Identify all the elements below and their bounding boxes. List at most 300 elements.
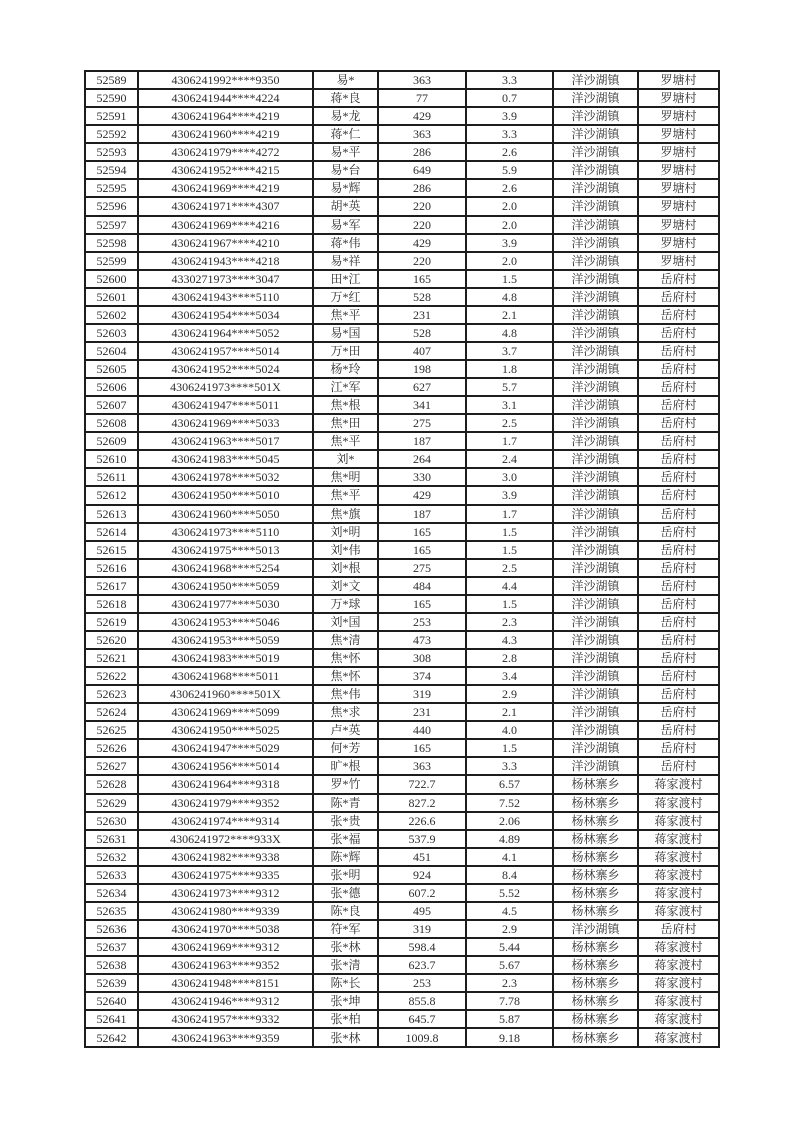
- cell-serial: 52596: [85, 197, 138, 215]
- cell-name: 蒋*良: [313, 89, 378, 107]
- cell-village: 岳府村: [638, 595, 719, 613]
- table-row: [85, 974, 719, 992]
- cell-town: 洋沙湖镇: [553, 559, 638, 577]
- cell-village: 罗塘村: [638, 161, 719, 179]
- table-row: [85, 450, 719, 468]
- cell-id-number: 4306241950****5059: [138, 577, 313, 595]
- cell-name: 张*福: [313, 830, 378, 848]
- cell-serial: 52621: [85, 649, 138, 667]
- cell-name: 卢*英: [313, 721, 378, 739]
- cell-name: 蒋*仁: [313, 125, 378, 143]
- cell-value2: 2.1: [466, 306, 553, 324]
- cell-name: 刘*国: [313, 613, 378, 631]
- cell-town: 洋沙湖镇: [553, 143, 638, 161]
- cell-id-number: 4306241977****5030: [138, 595, 313, 613]
- table-row: [85, 559, 719, 577]
- table-body: [85, 71, 719, 1047]
- cell-id-number: 4306241960****5050: [138, 505, 313, 523]
- cell-value1: 598.4: [378, 938, 466, 956]
- cell-value1: 855.8: [378, 992, 466, 1010]
- cell-village: 岳府村: [638, 288, 719, 306]
- cell-town: 洋沙湖镇: [553, 450, 638, 468]
- cell-village: 罗塘村: [638, 71, 719, 89]
- cell-serial: 52618: [85, 595, 138, 613]
- cell-village: 岳府村: [638, 450, 719, 468]
- cell-value2: 6.57: [466, 775, 553, 793]
- cell-id-number: 4306241969****4219: [138, 179, 313, 197]
- cell-town: 杨林寨乡: [553, 866, 638, 884]
- cell-value1: 319: [378, 920, 466, 938]
- cell-name: 蒋*伟: [313, 234, 378, 252]
- cell-id-number: 4306241947****5011: [138, 396, 313, 414]
- cell-value2: 3.1: [466, 396, 553, 414]
- cell-town: 洋沙湖镇: [553, 486, 638, 504]
- table-row: [85, 486, 719, 504]
- cell-town: 洋沙湖镇: [553, 360, 638, 378]
- cell-id-number: 4306241973****5110: [138, 523, 313, 541]
- cell-name: 张*贵: [313, 812, 378, 830]
- cell-town: 洋沙湖镇: [553, 523, 638, 541]
- table-row: [85, 125, 719, 143]
- cell-village: 岳府村: [638, 360, 719, 378]
- cell-name: 万*红: [313, 288, 378, 306]
- cell-name: 张*清: [313, 956, 378, 974]
- cell-id-number: 4306241973****9312: [138, 884, 313, 902]
- cell-village: 罗塘村: [638, 125, 719, 143]
- cell-value2: 4.89: [466, 830, 553, 848]
- cell-value2: 2.3: [466, 613, 553, 631]
- cell-value2: 2.6: [466, 143, 553, 161]
- table-row: [85, 920, 719, 938]
- cell-value2: 4.4: [466, 577, 553, 595]
- cell-value2: 3.9: [466, 234, 553, 252]
- cell-village: 蒋家渡村: [638, 866, 719, 884]
- cell-serial: 52613: [85, 505, 138, 523]
- cell-id-number: 4330271973****3047: [138, 270, 313, 288]
- cell-town: 洋沙湖镇: [553, 739, 638, 757]
- cell-value1: 429: [378, 107, 466, 125]
- table-row: [85, 830, 719, 848]
- cell-serial: 52597: [85, 216, 138, 234]
- cell-value1: 341: [378, 396, 466, 414]
- table-row: [85, 721, 719, 739]
- cell-id-number: 4306241963****9352: [138, 956, 313, 974]
- cell-village: 岳府村: [638, 432, 719, 450]
- cell-value2: 3.9: [466, 486, 553, 504]
- cell-value1: 473: [378, 631, 466, 649]
- cell-serial: 52622: [85, 667, 138, 685]
- cell-serial: 52608: [85, 414, 138, 432]
- cell-village: 罗塘村: [638, 179, 719, 197]
- cell-id-number: 4306241968****5254: [138, 559, 313, 577]
- cell-town: 洋沙湖镇: [553, 288, 638, 306]
- cell-value2: 4.8: [466, 324, 553, 342]
- cell-town: 洋沙湖镇: [553, 306, 638, 324]
- table-row: [85, 703, 719, 721]
- cell-village: 罗塘村: [638, 89, 719, 107]
- cell-serial: 52599: [85, 252, 138, 270]
- cell-value1: 165: [378, 595, 466, 613]
- table-row: [85, 902, 719, 920]
- cell-id-number: 4306241950****5010: [138, 486, 313, 504]
- cell-value2: 3.3: [466, 757, 553, 775]
- cell-id-number: 4306241952****5024: [138, 360, 313, 378]
- cell-value2: 8.4: [466, 866, 553, 884]
- cell-town: 杨林寨乡: [553, 812, 638, 830]
- cell-id-number: 4306241964****4219: [138, 107, 313, 125]
- cell-value1: 722.7: [378, 775, 466, 793]
- cell-name: 陈*良: [313, 902, 378, 920]
- cell-town: 洋沙湖镇: [553, 161, 638, 179]
- cell-id-number: 4306241943****5110: [138, 288, 313, 306]
- cell-town: 洋沙湖镇: [553, 342, 638, 360]
- cell-name: 易*军: [313, 216, 378, 234]
- cell-value1: 286: [378, 179, 466, 197]
- cell-name: 万*田: [313, 342, 378, 360]
- table-row: [85, 197, 719, 215]
- cell-id-number: 4306241979****9352: [138, 794, 313, 812]
- cell-town: 洋沙湖镇: [553, 197, 638, 215]
- cell-value2: 2.9: [466, 920, 553, 938]
- cell-name: 陈*辉: [313, 848, 378, 866]
- cell-id-number: 4306241983****5019: [138, 649, 313, 667]
- cell-serial: 52604: [85, 342, 138, 360]
- cell-id-number: 4306241957****5014: [138, 342, 313, 360]
- cell-town: 洋沙湖镇: [553, 541, 638, 559]
- cell-id-number: 4306241968****5011: [138, 667, 313, 685]
- cell-serial: 52629: [85, 794, 138, 812]
- cell-serial: 52636: [85, 920, 138, 938]
- cell-town: 洋沙湖镇: [553, 89, 638, 107]
- cell-name: 易*平: [313, 143, 378, 161]
- cell-village: 岳府村: [638, 613, 719, 631]
- cell-value1: 165: [378, 523, 466, 541]
- cell-value2: 2.06: [466, 812, 553, 830]
- cell-id-number: 4306241957****9332: [138, 1010, 313, 1028]
- cell-village: 蒋家渡村: [638, 884, 719, 902]
- table-row: [85, 631, 719, 649]
- cell-value2: 2.4: [466, 450, 553, 468]
- cell-name: 田*江: [313, 270, 378, 288]
- table-row: [85, 378, 719, 396]
- cell-name: 万*球: [313, 595, 378, 613]
- cell-id-number: 4306241953****5046: [138, 613, 313, 631]
- cell-serial: 52633: [85, 866, 138, 884]
- cell-name: 易*辉: [313, 179, 378, 197]
- cell-village: 蒋家渡村: [638, 775, 719, 793]
- cell-serial: 52594: [85, 161, 138, 179]
- cell-id-number: 4306241978****5032: [138, 468, 313, 486]
- cell-id-number: 4306241979****4272: [138, 143, 313, 161]
- cell-id-number: 4306241948****8151: [138, 974, 313, 992]
- cell-value2: 1.5: [466, 595, 553, 613]
- cell-value2: 4.0: [466, 721, 553, 739]
- cell-town: 洋沙湖镇: [553, 649, 638, 667]
- table-row: [85, 938, 719, 956]
- cell-value1: 627: [378, 378, 466, 396]
- cell-value1: 484: [378, 577, 466, 595]
- cell-value1: 607.2: [378, 884, 466, 902]
- cell-value2: 3.3: [466, 71, 553, 89]
- cell-serial: 52592: [85, 125, 138, 143]
- cell-serial: 52600: [85, 270, 138, 288]
- cell-value2: 2.1: [466, 703, 553, 721]
- cell-serial: 52598: [85, 234, 138, 252]
- cell-serial: 52606: [85, 378, 138, 396]
- cell-town: 洋沙湖镇: [553, 468, 638, 486]
- cell-village: 罗塘村: [638, 216, 719, 234]
- table-row: [85, 992, 719, 1010]
- cell-town: 洋沙湖镇: [553, 216, 638, 234]
- table-row: [85, 342, 719, 360]
- cell-village: 岳府村: [638, 685, 719, 703]
- cell-id-number: 4306241963****9359: [138, 1028, 313, 1047]
- cell-name: 焦*旗: [313, 505, 378, 523]
- cell-serial: 52616: [85, 559, 138, 577]
- cell-village: 罗塘村: [638, 234, 719, 252]
- cell-value1: 429: [378, 486, 466, 504]
- cell-value1: 623.7: [378, 956, 466, 974]
- cell-value2: 2.0: [466, 197, 553, 215]
- cell-value1: 308: [378, 649, 466, 667]
- cell-village: 岳府村: [638, 721, 719, 739]
- cell-name: 胡*英: [313, 197, 378, 215]
- cell-serial: 52593: [85, 143, 138, 161]
- cell-name: 易*台: [313, 161, 378, 179]
- table-row: [85, 848, 719, 866]
- cell-value2: 1.8: [466, 360, 553, 378]
- cell-value2: 1.5: [466, 739, 553, 757]
- cell-town: 洋沙湖镇: [553, 613, 638, 631]
- cell-value2: 0.7: [466, 89, 553, 107]
- cell-village: 岳府村: [638, 270, 719, 288]
- cell-value2: 2.5: [466, 414, 553, 432]
- cell-value1: 187: [378, 432, 466, 450]
- cell-value2: 7.78: [466, 992, 553, 1010]
- cell-town: 杨林寨乡: [553, 902, 638, 920]
- cell-town: 洋沙湖镇: [553, 920, 638, 938]
- cell-id-number: 4306241975****5013: [138, 541, 313, 559]
- cell-value2: 3.0: [466, 468, 553, 486]
- cell-serial: 52617: [85, 577, 138, 595]
- table-row: [85, 161, 719, 179]
- cell-id-number: 4306241952****4215: [138, 161, 313, 179]
- cell-name: 刘*根: [313, 559, 378, 577]
- cell-village: 罗塘村: [638, 107, 719, 125]
- table-row: [85, 794, 719, 812]
- cell-id-number: 4306241950****5025: [138, 721, 313, 739]
- cell-town: 洋沙湖镇: [553, 324, 638, 342]
- cell-town: 杨林寨乡: [553, 830, 638, 848]
- cell-value1: 226.6: [378, 812, 466, 830]
- cell-name: 刘*伟: [313, 541, 378, 559]
- cell-village: 岳府村: [638, 541, 719, 559]
- cell-value1: 363: [378, 71, 466, 89]
- table-row: [85, 179, 719, 197]
- cell-value1: 924: [378, 866, 466, 884]
- cell-value1: 363: [378, 757, 466, 775]
- cell-value2: 1.7: [466, 432, 553, 450]
- cell-value2: 1.5: [466, 541, 553, 559]
- cell-serial: 52612: [85, 486, 138, 504]
- cell-town: 杨林寨乡: [553, 938, 638, 956]
- cell-name: 旷*根: [313, 757, 378, 775]
- cell-value2: 1.5: [466, 523, 553, 541]
- cell-name: 何*芳: [313, 739, 378, 757]
- table-row: [85, 324, 719, 342]
- cell-value1: 231: [378, 703, 466, 721]
- cell-village: 岳府村: [638, 739, 719, 757]
- cell-value1: 495: [378, 902, 466, 920]
- cell-village: 岳府村: [638, 631, 719, 649]
- cell-name: 张*林: [313, 938, 378, 956]
- cell-name: 焦*伟: [313, 685, 378, 703]
- cell-id-number: 4306241971****4307: [138, 197, 313, 215]
- cell-id-number: 4306241963****5017: [138, 432, 313, 450]
- cell-serial: 52625: [85, 721, 138, 739]
- cell-id-number: 4306241943****4218: [138, 252, 313, 270]
- cell-serial: 52635: [85, 902, 138, 920]
- cell-value1: 275: [378, 414, 466, 432]
- cell-name: 易*国: [313, 324, 378, 342]
- cell-name: 张*柏: [313, 1010, 378, 1028]
- cell-id-number: 4306241947****5029: [138, 739, 313, 757]
- cell-village: 蒋家渡村: [638, 1028, 719, 1047]
- cell-name: 易*龙: [313, 107, 378, 125]
- cell-value2: 2.0: [466, 216, 553, 234]
- cell-village: 蒋家渡村: [638, 848, 719, 866]
- cell-town: 杨林寨乡: [553, 848, 638, 866]
- cell-village: 蒋家渡村: [638, 794, 719, 812]
- cell-serial: 52632: [85, 848, 138, 866]
- cell-name: 焦*求: [313, 703, 378, 721]
- cell-serial: 52638: [85, 956, 138, 974]
- cell-serial: 52605: [85, 360, 138, 378]
- cell-town: 洋沙湖镇: [553, 378, 638, 396]
- cell-name: 焦*明: [313, 468, 378, 486]
- cell-serial: 52609: [85, 432, 138, 450]
- cell-name: 张*林: [313, 1028, 378, 1047]
- table-row: [85, 234, 719, 252]
- cell-id-number: 4306241983****5045: [138, 450, 313, 468]
- cell-village: 岳府村: [638, 703, 719, 721]
- cell-name: 焦*清: [313, 631, 378, 649]
- cell-value1: 264: [378, 450, 466, 468]
- cell-town: 洋沙湖镇: [553, 757, 638, 775]
- cell-serial: 52642: [85, 1028, 138, 1047]
- cell-value1: 220: [378, 252, 466, 270]
- cell-id-number: 4306241960****501X: [138, 685, 313, 703]
- cell-name: 焦*平: [313, 486, 378, 504]
- cell-value2: 4.5: [466, 902, 553, 920]
- cell-value1: 165: [378, 541, 466, 559]
- cell-serial: 52591: [85, 107, 138, 125]
- cell-town: 杨林寨乡: [553, 884, 638, 902]
- table-row: [85, 956, 719, 974]
- cell-value2: 5.67: [466, 956, 553, 974]
- cell-value1: 537.9: [378, 830, 466, 848]
- cell-town: 杨林寨乡: [553, 974, 638, 992]
- cell-value1: 528: [378, 324, 466, 342]
- table-row: [85, 775, 719, 793]
- cell-name: 焦*田: [313, 414, 378, 432]
- cell-village: 岳府村: [638, 468, 719, 486]
- cell-serial: 52610: [85, 450, 138, 468]
- cell-value2: 3.4: [466, 667, 553, 685]
- cell-serial: 52607: [85, 396, 138, 414]
- cell-serial: 52603: [85, 324, 138, 342]
- cell-town: 洋沙湖镇: [553, 595, 638, 613]
- cell-id-number: 4306241970****5038: [138, 920, 313, 938]
- cell-value1: 649: [378, 161, 466, 179]
- cell-value2: 7.52: [466, 794, 553, 812]
- cell-id-number: 4306241969****9312: [138, 938, 313, 956]
- cell-serial: 52620: [85, 631, 138, 649]
- cell-name: 易*: [313, 71, 378, 89]
- table-row: [85, 523, 719, 541]
- cell-village: 岳府村: [638, 649, 719, 667]
- cell-town: 杨林寨乡: [553, 992, 638, 1010]
- cell-name: 焦*平: [313, 432, 378, 450]
- cell-value1: 440: [378, 721, 466, 739]
- cell-value1: 275: [378, 559, 466, 577]
- cell-town: 洋沙湖镇: [553, 179, 638, 197]
- table-row: [85, 866, 719, 884]
- cell-value1: 231: [378, 306, 466, 324]
- cell-serial: 52615: [85, 541, 138, 559]
- cell-name: 焦*根: [313, 396, 378, 414]
- cell-village: 蒋家渡村: [638, 812, 719, 830]
- cell-id-number: 4306241946****9312: [138, 992, 313, 1010]
- cell-serial: 52627: [85, 757, 138, 775]
- cell-id-number: 4306241974****9314: [138, 812, 313, 830]
- cell-id-number: 4306241969****5099: [138, 703, 313, 721]
- cell-village: 岳府村: [638, 324, 719, 342]
- cell-value1: 198: [378, 360, 466, 378]
- cell-name: 杨*玲: [313, 360, 378, 378]
- cell-value2: 1.7: [466, 505, 553, 523]
- table-row: [85, 757, 719, 775]
- cell-serial: 52639: [85, 974, 138, 992]
- cell-value2: 2.9: [466, 685, 553, 703]
- table-row: [85, 812, 719, 830]
- cell-id-number: 4306241967****4210: [138, 234, 313, 252]
- cell-serial: 52602: [85, 306, 138, 324]
- table-row: [85, 270, 719, 288]
- cell-name: 焦*平: [313, 306, 378, 324]
- table-row: [85, 667, 719, 685]
- cell-village: 罗塘村: [638, 143, 719, 161]
- cell-village: 蒋家渡村: [638, 992, 719, 1010]
- cell-village: 蒋家渡村: [638, 974, 719, 992]
- cell-village: 岳府村: [638, 396, 719, 414]
- cell-village: 岳府村: [638, 306, 719, 324]
- cell-town: 洋沙湖镇: [553, 71, 638, 89]
- table-row: [85, 1010, 719, 1028]
- cell-name: 张*坤: [313, 992, 378, 1010]
- cell-name: 刘*明: [313, 523, 378, 541]
- cell-town: 洋沙湖镇: [553, 107, 638, 125]
- cell-value1: 330: [378, 468, 466, 486]
- cell-value1: 429: [378, 234, 466, 252]
- cell-value1: 407: [378, 342, 466, 360]
- cell-value2: 2.0: [466, 252, 553, 270]
- cell-value2: 5.44: [466, 938, 553, 956]
- table-row: [85, 252, 719, 270]
- cell-serial: 52624: [85, 703, 138, 721]
- cell-value2: 2.6: [466, 179, 553, 197]
- table-row: [85, 396, 719, 414]
